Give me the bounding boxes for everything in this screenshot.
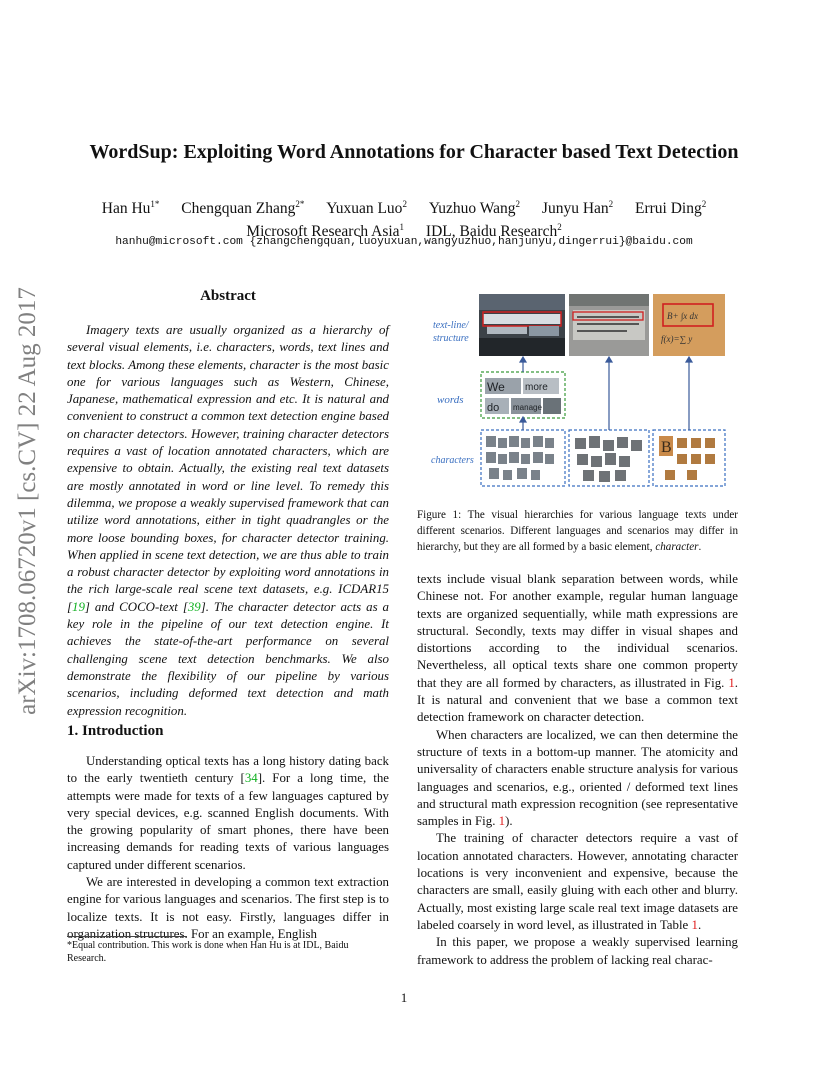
figure-ref-link[interactable]: 1 [498,814,506,829]
paragraph: In this paper, we propose a weakly supervised learning framework to address the problem of lacking real charac- [417,935,738,967]
photo-math-expression [653,294,725,356]
section-heading-introduction: 1. Introduction [67,723,164,739]
footnote: *Equal contribution. This work is done when Han Hu is at IDL, Baidu Research. [67,940,349,964]
abstract-body: Imagery texts are usually organized as a hierarchy of several visual elements, i.e. characters, words, text lines and text blocks. Among these elements, character is the most basic one for various languages such as Western, Chinese, Japanese, mathematical expression and etc. It is natural and convenient to construct a common text detection engine based on character detectors. However, training character detectors requires a vast of location annotated characters, which are expensive to obtain. Actually, the existing real text datasets are mostly annotated in word or line level. To remedy this dilemma, we propose a weakly supervised framework that can utilize word annotations, either in tight quadrangles or the more loose bounding boxes, for character detector training. When applied in scene text detection, we are thus able to train a robust character detector by exploiting word annotations in the rich large-scale real scene text datasets, e.g. ICDAR15 [19] and COCO-text [39]. The character detector acts as a key role in the pipeline of our text detection engine. It achieves the state-of-the-art performance on several challenging scene text detection benchmarks. We also demonstrate the flexibility of our pipeline by various scenarios, including deformed text detection and math expression recognition. [67,323,390,718]
page-number: 1 [400,990,408,1005]
svg-text:manage: manage [513,403,542,412]
author-block [0,195,808,241]
paper-title: WordSup: Exploiting Word Annotations for Character based Text Detection [89,141,739,163]
citation-link[interactable]: 19 [72,599,85,614]
affiliation: Microsoft Research Asia$^1$ [246,222,405,241]
char-tokens-1 [486,436,554,480]
citation-link[interactable]: 39 [187,599,201,614]
char-tokens-2 [575,436,642,482]
author: Yuzhuo Wang$^2$ [428,199,521,218]
right-column-body [417,571,738,969]
author-line [0,195,808,218]
label-text-line-structure: text-line/ [433,320,469,331]
paragraph: The training of character detectors require a vast of location annotated characters. However, annotating character locations is very inconvenient and expensive, because the characters are small, easily gluing with each other and blurry. Actually, most existing large scale real text image datasets are labeled coarsely in word level, as illustrated in Table 1. [417,831,738,932]
author: Han $Hu^{1*}$ [101,199,160,218]
author: Junyu Han$^2$ [541,199,614,218]
svg-text:f(x)=∑ y: f(x)=∑ y [661,334,693,344]
author: Chengquan Zhang$^{2*}$ [181,199,305,218]
figure-1-caption: Figure 1: The visual hierarchies for various language texts under different scenarios. Different languages and scenarios may differ in hierarchy, but they are all formed by a basic element, character. [417,509,738,553]
label-text-line-structure: structure [433,333,469,344]
svg-text:B: B [661,439,672,456]
author: Errui Ding$^2$ [635,199,707,218]
word-tokens [485,378,561,414]
author-emails: hanhu@microsoft.com {zhangchengquan,luoyuxuan,wangyuzhuo,hanjunyu,dingerrui}@baidu.com [115,236,693,248]
svg-text:do: do [487,402,500,414]
figure-1 [417,290,738,488]
arxiv-margin-stamp: arXiv:1708.06720v1 [cs.CV] 22 Aug 2017 [14,287,41,715]
svg-text:We: We [487,380,505,394]
footnote-rule [67,936,187,937]
label-characters: characters [431,455,474,466]
figure-ref-link[interactable]: 1 [728,675,735,690]
paragraph: Understanding optical texts has a long history dating back to the early twentieth century [34]. For a long time, the attempts were made for texts of a few languages captured by very special devices, e.g. scanned English documents. With the growing popularity of smart phones, there have been increasing demands for reading texts of various languages captured under different scenarios. [67,754,389,872]
citation-link[interactable]: 34 [244,771,258,786]
paragraph: We are interested in developing a common text extraction engine for various languages and scenarios. The first step is to localize texts. It is not easy. Firstly, languages differ in organization structures. For an example, English [67,875,389,941]
author: Yuxuan Luo$^2$ [326,199,407,218]
char-tokens-3 [659,436,715,480]
svg-text:more: more [525,382,548,393]
table-ref-link[interactable]: 1 [691,917,698,932]
svg-text:B+ ∫x dx: B+ ∫x dx [667,311,699,321]
photo-scene-english [479,294,565,356]
paragraph: texts include visual blank separation between words, while Chinese not. For another example, regular human language texts are organized sequentially, while math expressions are structural. Secondly, texts may differ in visual shapes and distortions according to the individual scenarios. Nevertheless, all optical texts share one common property that they are all formed by characters, as illustrated in Fig. 1. It is natural and convenient that we base a common text detection framework on character detection. [417,572,738,725]
affiliation: IDL, Baidu Research$^2$ [425,222,562,241]
abstract-heading: Abstract [200,288,256,304]
paragraph: When characters are localized, we can then determine the structure of texts in a bottom-up manner. The atomicity and universality of characters enable structure analysis for various languages and scenarios, e.g., oriented / deformed text lines and structural math expression recognition (see representative samples in Fig. 1). [417,727,738,829]
photo-scene-chinese [569,294,649,356]
introduction-body [67,753,389,943]
label-words: words [437,394,464,406]
